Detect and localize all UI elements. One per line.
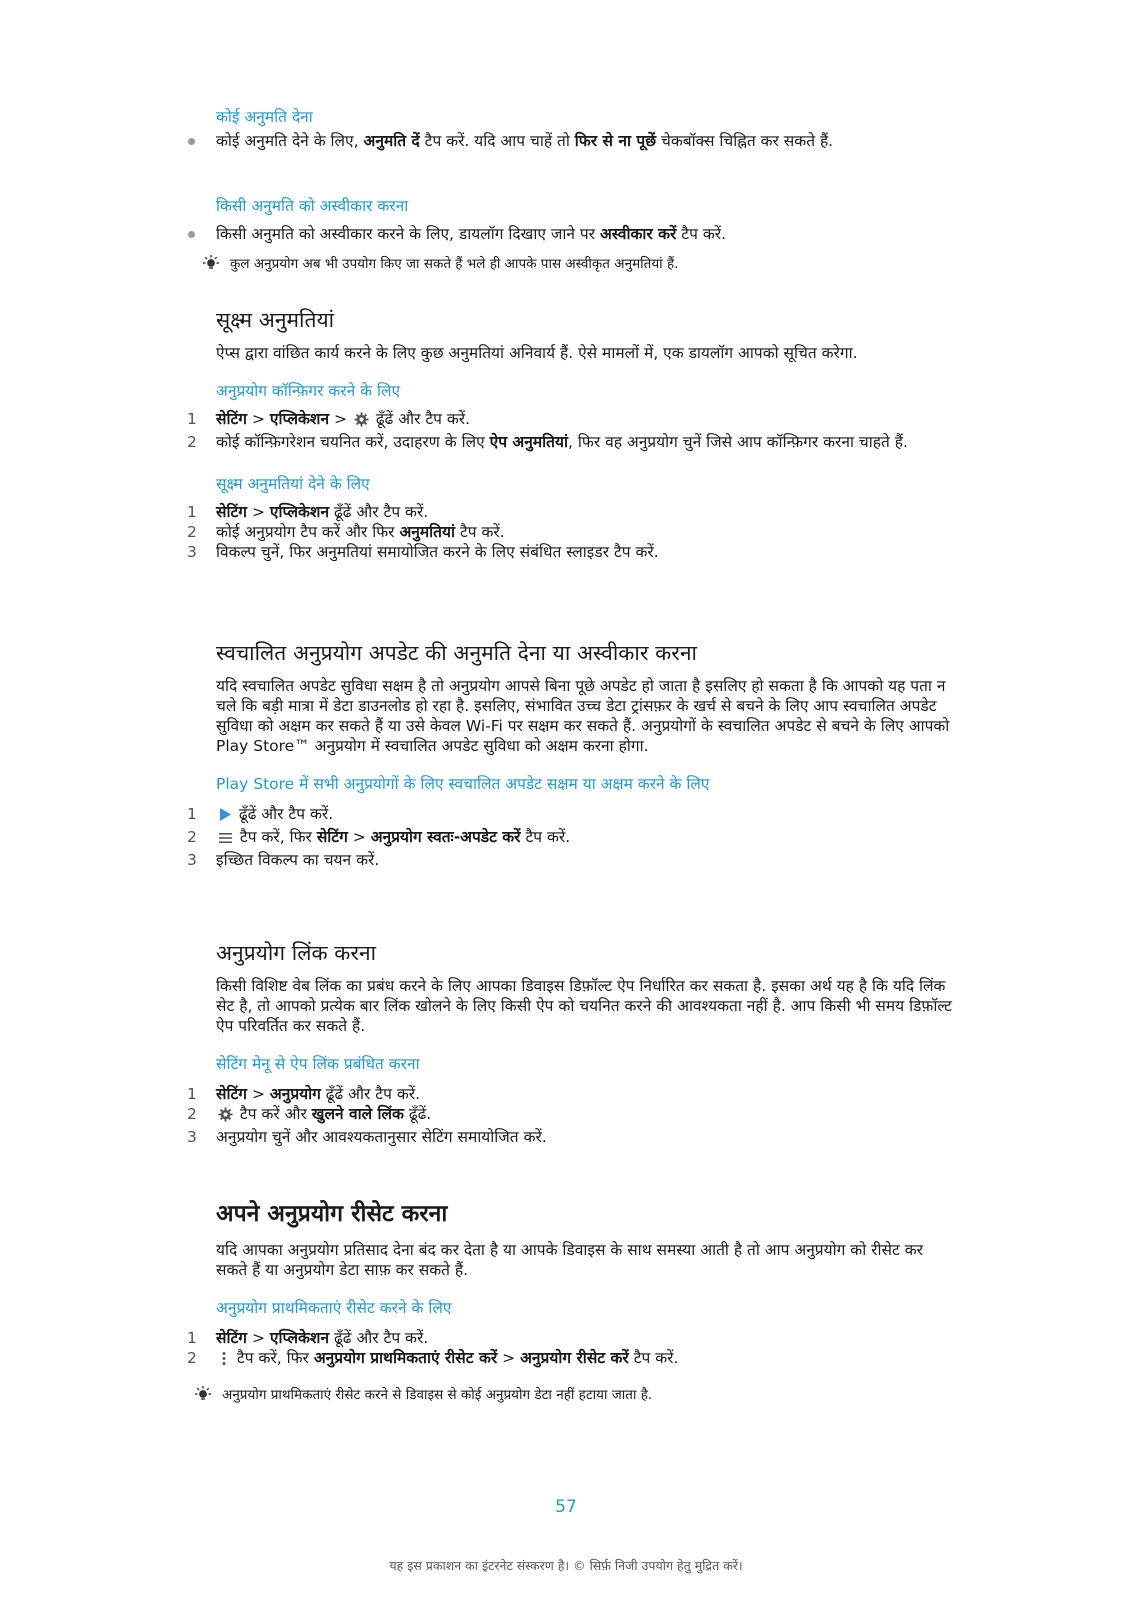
- deny-label: अस्वीकार करें: [599, 225, 677, 243]
- step-item: 2 टैप करें, फिर सेटिंग > अनुप्रयोग स्वतः-अपडेट करें टैप करें.: [216, 827, 956, 850]
- step-item: 1 सेटिंग > एप्लिकेशन > ढूँढें और टैप करें.: [216, 409, 956, 432]
- tip-note: कुल अनुप्रयोग अब भी उपयोग किए जा सकते हैं भले ही आपके पास अस्वीकृत अनुमतियां हैं.: [230, 254, 970, 274]
- subheading-grant-fine-permissions: सूक्ष्म अनुमतियां देने के लिए: [216, 475, 370, 493]
- section-body: किसी विशिष्ट वेब लिंक का प्रबंध करने के लिए आपका डिवाइस डिफ़ॉल्ट ऐप निर्धारित कर सकता है. इसका अर्थ यह है कि यदि लिंक सेट है, तो आपको प्रत्येक बार लिंक खोलने के लिए किसी ऐप को चयनित करने की आवश्यकता नहीं है. आप किसी भी समय डिफ़ॉल्ट ऐप परिवर्तित कर सकते हैं.: [216, 977, 952, 1035]
- step-item: 2 कोई अनुप्रयोग टैप करें और फिर अनुमतियां टैप करें.: [187, 523, 505, 541]
- lightbulb-icon: [200, 254, 222, 278]
- step-item: 1 सेटिंग > एप्लिकेशन ढूँढें और टैप करें.: [187, 1329, 429, 1347]
- section-title: अपने अनुप्रयोग रीसेट करना: [216, 1201, 448, 1227]
- bullet-item: कोई अनुमति देने के लिए, अनुमति दें टैप करें. यदि आप चाहें तो फिर से ना पूछें चेकबॉक्स चिह्नित कर सकते हैं.: [216, 131, 956, 151]
- step-item: 2 कोई कॉन्फ़िगरेशन चयनित करें, उदाहरण के लिए ऐप अनुमतियां, फिर वह अनुप्रयोग चुनें जिसे आप कॉन्फ़िगर करना चाहते हैं.: [187, 433, 908, 451]
- footer-note: यह इस प्रकाशन का इंटरनेट संस्करण है। © सिर्फ़ निजी उपयोग हेतु मुद्रित करें।: [389, 1558, 743, 1573]
- section-title: सूक्ष्म अनुमतियां: [216, 308, 335, 332]
- section-grant-permission: [216, 107, 956, 151]
- bullet-dot: [188, 138, 195, 145]
- section-auto-update: [187, 640, 956, 870]
- page-number: 57: [555, 1497, 577, 1517]
- section-fine-permissions: [187, 307, 956, 562]
- section-deny-permission: [216, 196, 956, 274]
- overflow-menu-icon: [218, 1351, 230, 1371]
- subheading-reset-preferences: अनुप्रयोग प्राथमिकताएं रीसेट करने के लिए: [216, 1299, 452, 1317]
- section-body: यदि आपका अनुप्रयोग प्रतिसाद देना बंद कर देता है या आपके डिवाइस के साथ समस्या आती है तो आप अनुप्रयोग को रीसेट कर सकते हैं या अनुप्रयोग डेटा साफ़ कर सकते हैं.: [216, 1241, 923, 1279]
- section-app-linking: [187, 940, 956, 1147]
- subheading-play-store-auto-update: Play Store में सभी अनुप्रयोगों के लिए स्वचालित अपडेट सक्षम या अक्षम करने के लिए: [216, 775, 710, 793]
- section-reset-apps: [187, 1200, 956, 1405]
- step-item: 3 अनुप्रयोग चुनें और आवश्यकतानुसार सेटिंग समायोजित करें.: [187, 1128, 547, 1146]
- menu-icon: [218, 830, 233, 850]
- lightbulb-icon: [192, 1385, 214, 1409]
- subheading-grant-permission: कोई अनुमति देना: [216, 108, 313, 126]
- gear-icon: [354, 412, 369, 432]
- step-item: 2 टैप करें, फिर अनुप्रयोग प्राथमिकताएं रीसेट करें > अनुप्रयोग रीसेट करें टैप करें.: [216, 1348, 956, 1371]
- step-item: 1 ढूँढें और टैप करें.: [216, 804, 956, 827]
- dont-ask-again-label: फिर से ना पूछें: [574, 132, 657, 150]
- bullet-item: किसी अनुमति को अस्वीकार करने के लिए, डायलॉग दिखाए जाने पर अस्वीकार करें टैप करें.: [216, 224, 956, 244]
- step-item: 1 सेटिंग > एप्लिकेशन ढूँढें और टैप करें.: [187, 503, 429, 521]
- section-body: यदि स्वचालित अपडेट सुविधा सक्षम है तो अनुप्रयोग आपसे बिना पूछे अपडेट हो जाता है इसलिए हो सकता है कि आपको यह पता न चले कि बड़ी मात्रा में डेटा डाउनलोड हो रहा है. इसलिए, संभावित उच्च डेटा ट्रांसफ़र के खर्च से बचने के लिए आप स्वचालित अपडेट सुविधा को अक्षम कर सकते हैं या उसे केवल Wi-Fi पर सक्षम कर सकते हैं. अनुप्रयोगों के स्वचालित अपडेट से बचने के लिए आपको Play Store™ अनुप्रयोग में स्वचालित अपडेट सुविधा को अक्षम करना होगा.: [216, 677, 950, 755]
- section-body: ऐप्स द्वारा वांछित कार्य करने के लिए कुछ अनुमतियां अनिवार्य हैं. ऐसे मामलों में, एक डायलॉग आपको सूचित करेगा.: [216, 344, 858, 362]
- play-store-icon: [218, 807, 232, 827]
- allow-label: अनुमति दें: [363, 132, 420, 150]
- step-item: 3 इच्छित विकल्प का चयन करें.: [187, 851, 380, 869]
- step-item: 2 टैप करें और खुलने वाले लिंक ढूँढें.: [216, 1104, 956, 1127]
- subheading-deny-permission: किसी अनुमति को अस्वीकार करना: [216, 197, 409, 215]
- step-item: 3 विकल्प चुनें, फिर अनुमतियां समायोजित करने के लिए संबंधित स्लाइडर टैप करें.: [187, 543, 659, 561]
- step-item: 1 सेटिंग > अनुप्रयोग ढूँढें और टैप करें.: [187, 1085, 421, 1103]
- section-title: अनुप्रयोग लिंक करना: [216, 941, 377, 965]
- gear-icon: [218, 1107, 233, 1127]
- bullet-dot: [188, 231, 195, 238]
- subheading-configure-app: अनुप्रयोग कॉन्फ़िगर करने के लिए: [216, 382, 401, 400]
- subheading-manage-app-links: सेटिंग मेनू से ऐप लिंक प्रबंधित करना: [216, 1055, 420, 1073]
- section-title: स्वचालित अनुप्रयोग अपडेट की अनुमति देना या अस्वीकार करना: [216, 641, 697, 665]
- tip-note: अनुप्रयोग प्राथमिकताएं रीसेट करने से डिवाइस से कोई अनुप्रयोग डेटा नहीं हटाया जाता है.: [222, 1385, 962, 1405]
